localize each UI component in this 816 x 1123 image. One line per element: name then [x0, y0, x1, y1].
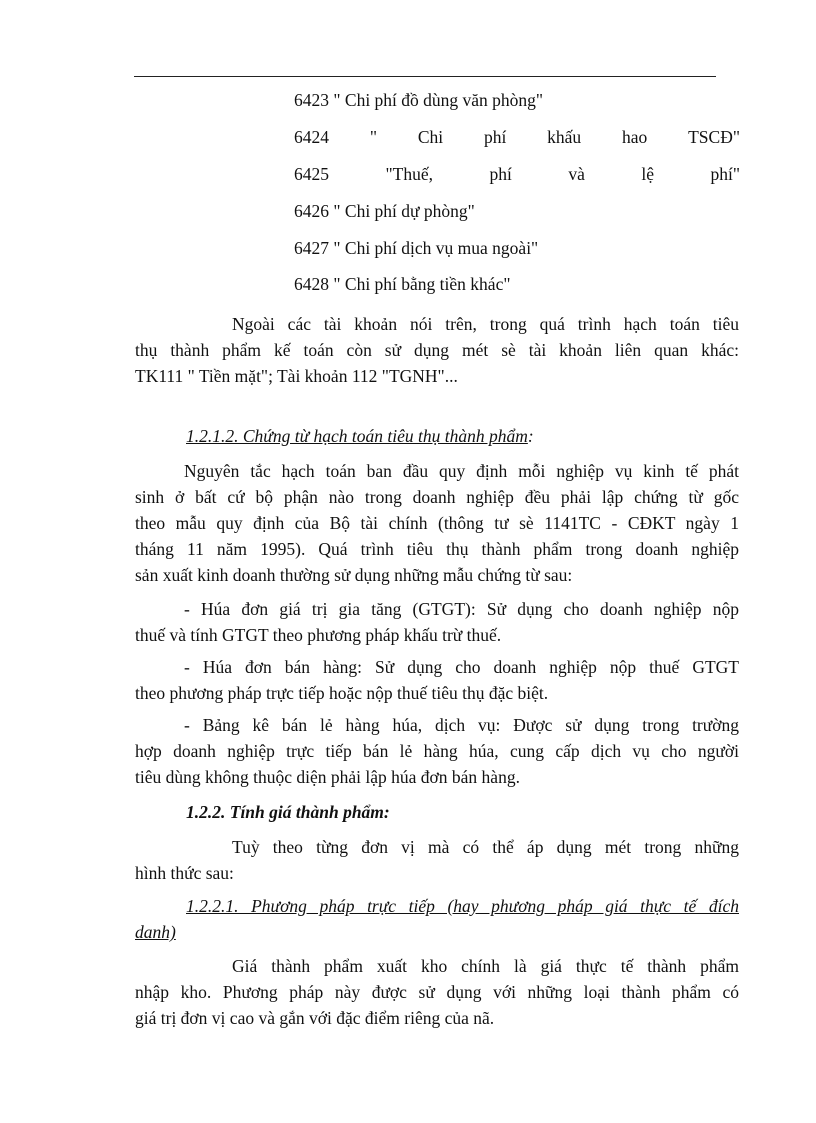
account-6426: 6426 " Chi phí dự phòng" — [294, 201, 475, 221]
paragraph-other-accounts — [135, 311, 739, 389]
section-heading-text: 1.2.1.2. Chứng từ hạch toán tiêu thụ thành phẩm — [186, 426, 528, 446]
paragraph-line: Tuỳ theo từng đơn vị mà có thể áp dụng mét trong những — [232, 837, 739, 857]
paragraph-line: tháng 11 năm 1995). Quá trình tiêu thụ thành phẩm trong doanh nghiệp — [135, 539, 739, 559]
account-6424-word: 6424 — [294, 127, 329, 147]
paragraph-line: Giá thành phẩm xuất kho chính là giá thực tế thành phẩm — [232, 956, 739, 976]
account-6425-word: và — [568, 164, 585, 184]
paragraph-line: - Bảng kê bán lẻ hàng húa, dịch vụ: Được sử dụng trong trường — [184, 715, 739, 735]
account-6427: 6427 " Chi phí dịch vụ mua ngoài" — [294, 238, 539, 258]
paragraph-line: theo mẫu quy định của Bộ tài chính (thông tư sè 1141TC - CĐKT ngày 1 — [135, 513, 739, 533]
bullet-vat-invoice — [135, 596, 739, 648]
account-6424-word: khấu — [547, 127, 582, 147]
account-6424-word: Chi — [417, 127, 444, 147]
section-heading-1-2-2-1 — [135, 893, 739, 945]
paragraph-forms — [135, 834, 739, 886]
paragraph-line: sản xuất kinh doanh thường sử dụng những mẫu chứng từ sau: — [135, 565, 573, 585]
paragraph-line: Nguyên tắc hạch toán ban đầu quy định mỗi nghiệp vụ kinh tế phát — [184, 461, 739, 481]
account-6428: 6428 " Chi phí bằng tiền khác" — [294, 274, 511, 294]
account-6424-word: " — [369, 127, 377, 147]
paragraph-line: sinh ở bất cứ bộ phận nào trong doanh nghiệp đều phải lập chứng từ gốc — [135, 487, 739, 507]
paragraph-line: - Húa đơn bán hàng: Sử dụng cho doanh nghiệp nộp thuế GTGT — [184, 657, 739, 677]
paragraph-line: hợp doanh nghiệp trực tiếp bán lẻ hàng húa, cung cấp dịch vụ cho người — [135, 741, 739, 761]
account-6423: 6423 " Chi phí đồ dùng văn phòng" — [294, 90, 544, 110]
paragraph-principles — [135, 458, 739, 588]
paragraph-line: - Húa đơn giá trị gia tăng (GTGT): Sử dụng cho doanh nghiệp nộp — [184, 599, 739, 619]
paragraph-line: danh) — [135, 922, 176, 942]
bullet-sales-invoice — [135, 654, 739, 706]
account-6425-word: lệ — [641, 164, 654, 184]
account-6425 — [294, 164, 740, 185]
account-6424 — [294, 127, 740, 148]
paragraph-line: thuế và tính GTGT theo phương pháp khấu trừ thuế. — [135, 625, 502, 645]
account-6424-word: TSCĐ" — [688, 127, 740, 147]
paragraph-line: nhập kho. Phương pháp này được sử dụng với những loại thành phẩm có — [135, 982, 739, 1002]
paragraph-direct-method — [135, 953, 739, 1031]
account-6425-word: 6425 — [294, 164, 329, 184]
account-6425-word: phí" — [710, 164, 740, 184]
account-6424-word: hao — [622, 127, 648, 147]
paragraph-line: TK111 " Tiền mặt"; Tài khoản 112 "TGNH"... — [135, 366, 458, 386]
paragraph-line: theo phương pháp trực tiếp hoặc nộp thuế tiêu thụ đặc biệt. — [135, 683, 549, 703]
account-6425-word: phí — [489, 164, 512, 184]
paragraph-line: Ngoài các tài khoản nói trên, trong quá trình hạch toán tiêu — [232, 314, 739, 334]
section-heading-1-2-2: 1.2.2. Tính giá thành phẩm: — [186, 802, 390, 822]
bullet-retail-list — [135, 712, 739, 790]
paragraph-line: giá trị đơn vị cao và gắn với đặc điểm riêng của nã. — [135, 1008, 495, 1028]
paragraph-line: thụ thành phẩm kế toán còn sử dụng mét sè tài khoản liên quan khác: — [135, 340, 739, 360]
paragraph-line: 1.2.2.1. Phương pháp trực tiếp (hay phương pháp giá thực tế đích — [186, 896, 739, 916]
header-rule — [134, 76, 716, 77]
section-heading-1-2-1-2 — [186, 426, 534, 447]
account-6425-word: "Thuế, — [385, 164, 433, 184]
paragraph-line: hình thức sau: — [135, 863, 234, 883]
paragraph-line: tiêu dùng không thuộc diện phải lập húa đơn bán hàng. — [135, 767, 520, 787]
account-6424-word: phí — [483, 127, 507, 147]
section-heading-colon: : — [527, 426, 534, 446]
